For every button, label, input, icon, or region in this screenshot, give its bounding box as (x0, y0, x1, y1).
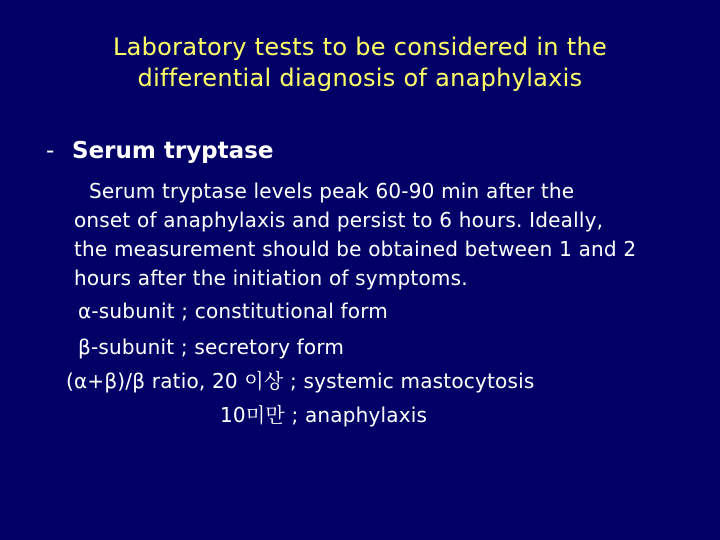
bullet-dash: - (46, 138, 55, 164)
description-line-2: onset of anaphylaxis and persist to 6 hours. Ideally, (74, 208, 604, 232)
slide-title-line-2: differential diagnosis of anaphylaxis (137, 64, 583, 92)
slide-title-line-1: Laboratory tests to be considered in the (112, 33, 608, 61)
description-line-1: Serum tryptase levels peak 60-90 min after the (89, 179, 575, 203)
description-line-3: the measurement should be obtained between 1 and 2 (74, 237, 637, 261)
beta-subunit-line: β-subunit ; secretory form (78, 335, 345, 359)
bullet-heading-text: Serum tryptase (72, 138, 274, 164)
bullet-serum-tryptase (46, 136, 273, 166)
slide-title (40, 32, 680, 94)
alpha-subunit-line: α-subunit ; constitutional form (78, 299, 388, 323)
ratio-anaphylaxis-line: 10미만 ; anaphylaxis (220, 403, 428, 427)
description-line-4: hours after the initiation of symptoms. (74, 266, 468, 290)
ratio-mastocytosis-line: (α+β)/β ratio, 20 이상 ; systemic mastocytosis (66, 369, 535, 393)
tryptase-description (74, 177, 704, 293)
